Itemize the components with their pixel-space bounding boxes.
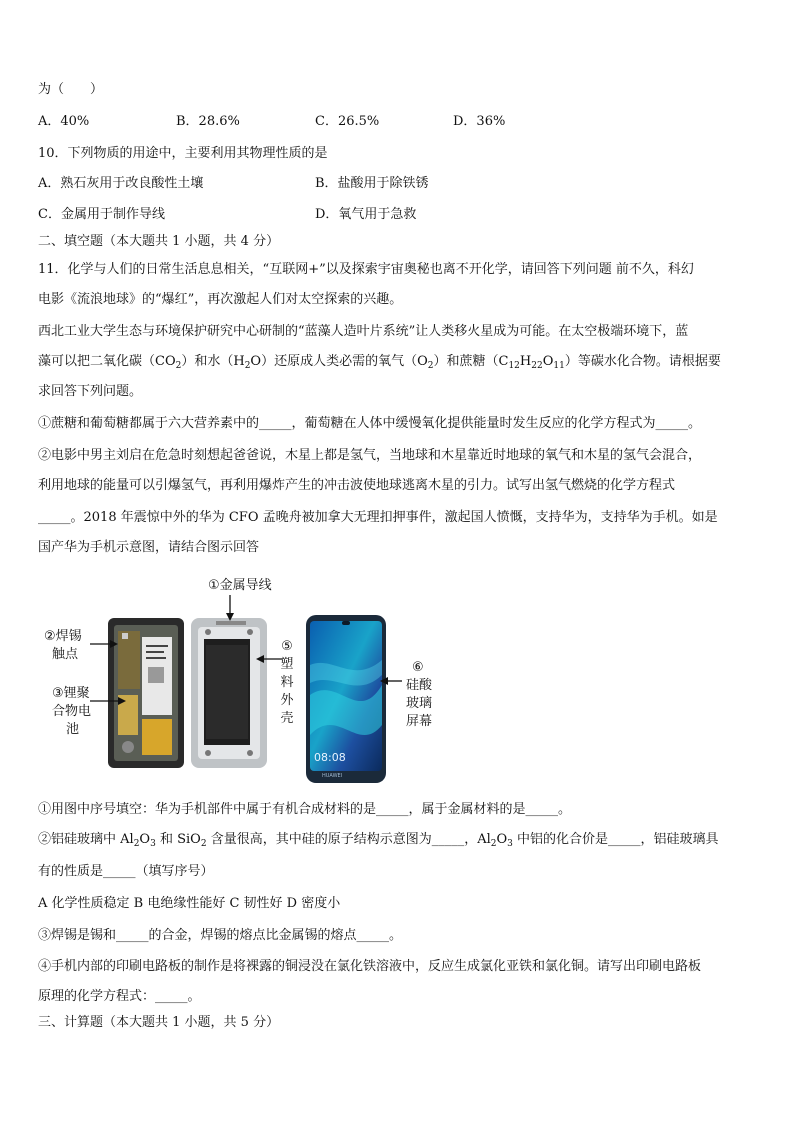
question-9-tail: 为（ ） bbox=[38, 82, 104, 97]
phone-diagram bbox=[38, 575, 498, 785]
phone-frame-photo bbox=[191, 618, 267, 768]
figure-question-2-line1: ②铝硅玻璃中 $Al_2O_3$ 和 SiO$_2$ 含量很高，其中硅的原子结构示意图为_____，$Al_2O_3$ 中铝的化合价是_____，铝硅玻璃具 bbox=[38, 832, 719, 849]
question-11-line2: 电影《流浪地球》的“爆红”，再次激起人们对太空探索的兴趣。 bbox=[38, 292, 403, 307]
label-plastic-shell-1: ⑤ bbox=[281, 639, 293, 654]
label-glass-line1: 硅酸 bbox=[406, 678, 433, 693]
figure-question-4-line2: 原理的化学方程式：_____。 bbox=[38, 989, 201, 1004]
question-10: 10．下列物质的用途中，主要利用其物理性质的是 bbox=[38, 146, 328, 161]
subquestion-2-line1: ②电影中男主刘启在危急时刻想起爸爸说，木星上都是氢气，当地球和木星靠近时地球的氧气和木星的氢气会混合， bbox=[38, 448, 702, 463]
option-10c: C．金属用于制作导线 bbox=[38, 207, 165, 222]
label-plastic-shell-5: 壳 bbox=[280, 711, 294, 726]
label-metal-wire: ①金属导线 bbox=[208, 578, 272, 593]
label-glass-line3: 屏幕 bbox=[406, 714, 433, 729]
phone-internals-photo bbox=[108, 618, 184, 768]
label-plastic-shell-3: 料 bbox=[280, 675, 294, 690]
label-glass-line2: 玻璃 bbox=[406, 696, 433, 711]
figure-question-1: ①用图中序号填空：华为手机部件中属于有机合成材料的是_____，属于金属材料的是_____。 bbox=[38, 802, 572, 817]
option-10a: A．熟石灰用于改良酸性土壤 bbox=[38, 176, 204, 191]
label-glass-num: ⑥ bbox=[412, 660, 424, 675]
figure-question-4-line1: ④手机内部的印刷电路板的制作是将裸露的铜浸没在氯化铁溶液中，反应生成氯化亚铁和氯化铜。请写出印刷电路板 bbox=[38, 959, 702, 974]
section-2-heading: 二、填空题（本大题共 1 小题，共 4 分） bbox=[38, 234, 280, 249]
passage-line1: 西北工业大学生态与环境保护研究中心研制的“蓝藻人造叶片系统”让人类移火星成为可能。在太空极端环境下，蓝 bbox=[38, 324, 689, 339]
option-9b: B．28.6% bbox=[176, 114, 240, 129]
passage-line3: 求回答下列问题。 bbox=[38, 384, 143, 399]
section-3-heading: 三、计算题（本大题共 1 小题，共 5 分） bbox=[38, 1015, 280, 1030]
label-solder-line2: 触点 bbox=[52, 647, 79, 662]
label-battery-line3: 池 bbox=[66, 722, 80, 737]
phone-clock: 08:08 bbox=[314, 751, 346, 764]
subquestion-1: ①蔗糖和葡萄糖都属于六大营养素中的_____，葡萄糖在人体中缓慢氧化提供能量时发生反应的化学方程式为_____。 bbox=[38, 416, 702, 431]
label-battery-line1: ③锂聚 bbox=[52, 686, 90, 701]
option-9d: D．36% bbox=[453, 114, 506, 129]
option-9a: A．40% bbox=[38, 114, 90, 129]
label-solder-line1: ②焊锡 bbox=[44, 629, 82, 644]
figure-question-2-line2: 有的性质是_____（填写序号） bbox=[38, 864, 214, 879]
option-10b: B．盐酸用于除铁锈 bbox=[315, 176, 429, 191]
subquestion-2-line3: _____。2018 年震惊中外的华为 CFO 孟晚舟被加拿大无理扣押事件，激起国人愤慨，支持华为，支持华为手机。如是 bbox=[38, 510, 718, 525]
subquestion-2-line4: 国产华为手机示意图，请结合图示回答 bbox=[38, 540, 260, 555]
figure-question-2-options: A 化学性质稳定 B 电绝缘性能好 C 韧性好 D 密度小 bbox=[38, 896, 341, 911]
passage-line2: 藻可以把二氧化碳$(CO_2)$和水$(H_2O)$还原成人类必需的氧气$(O_2)$和蔗糖$(C_{12}H_{22}O_{11})$等碳水化合物。请根据要 bbox=[38, 354, 721, 371]
label-plastic-shell-2: 塑 bbox=[280, 657, 294, 672]
label-plastic-shell-4: 外 bbox=[280, 693, 294, 708]
option-9c: C．26.5% bbox=[315, 114, 380, 129]
option-10d: D．氧气用于急救 bbox=[315, 207, 417, 222]
phone-brand: HUAWEI bbox=[322, 773, 343, 779]
subquestion-2-line2: 利用地球的能量可以引爆氢气，再利用爆炸产生的冲击波使地球逃离木星的引力。试写出氢气燃烧的化学方程式 bbox=[38, 478, 676, 493]
figure-question-3: ③焊锡是锡和_____的合金，焊锡的熔点比金属锡的熔点_____。 bbox=[38, 928, 403, 943]
label-battery-line2: 合物电 bbox=[52, 704, 92, 719]
question-11-line1: 11．化学与人们的日常生活息息相关，“互联网+”以及探索宇宙奥秘也离不开化学，请回答下列问题 前不久，科幻 bbox=[38, 262, 694, 277]
